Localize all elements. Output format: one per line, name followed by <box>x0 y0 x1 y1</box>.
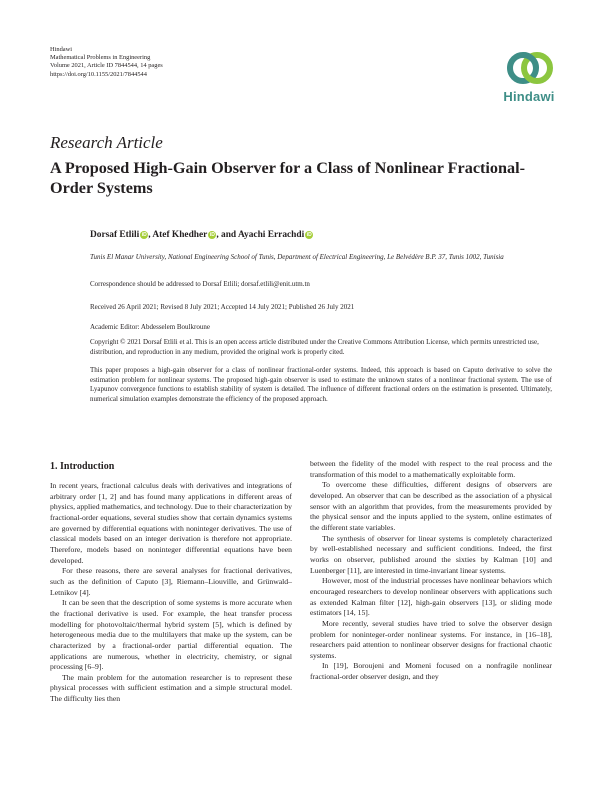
paragraph: For these reasons, there are several analyses for fractional derivatives, such as the definition of Caputo [3], Riemann–Liouville, and Grünwald–Letnikov [4]. <box>50 566 292 597</box>
paragraph: In recent years, fractional calculus deals with derivatives and integrations of arbitrary order [1, 2] and has found many applications in different areas of physics, applied mathematics, and technology. Due to their characterization by fractional-order equations, several studies show that certain dynamics systems are governed by differential equations with noninteger derivatives. The use of classical models based on an integer derivation is therefore not appropriate. Therefore, models based on noninteger differential equations have been developed. <box>50 481 293 565</box>
publication-dates: Received 26 April 2021; Revised 8 July 2021; Accepted 14 July 2021; Published 26 July 2021 <box>90 303 355 311</box>
paragraph: The main problem for the automation researcher is to represent these physical processes with sufficient estimation and a simple structural model. The difficulty lies then <box>50 672 292 704</box>
journal-name: Mathematical Problems in Engineering <box>50 54 151 62</box>
paragraph: However, most of the industrial processes have nonlinear behaviors which encouraged researchers to develop nonlinear observers with applications such as extended Kalman filter [12], high-gain observers [13], or sliding mode estimators [14, 15]. <box>310 576 552 618</box>
paragraph: More recently, several studies have tried to solve the observer design problem for noninteger-order nonlinear systems. For instance, in [16–18], researchers paid attention to nonlinear observer designs for fractional chaotic systems. <box>310 618 552 660</box>
left-column <box>50 481 292 705</box>
doi-link[interactable]: https://doi.org/10.1155/2021/7844544 <box>50 70 147 78</box>
abstract: This paper proposes a high-gain observer for a class of nonlinear fractional-order systems. Indeed, this approach is based on Caputo derivative to solve the estimation problem for nonlinear systems. The proposed high-gain observer is used to estimate the unknown states of a nonlinear fractional system. The use of Lyapunov convergence functions to establish stability of system is detailed. The influence of different fractional orders on the estimation is presented. Ultimately, numerical simulation examples demonstrate the efficiency of the proposed approach. <box>90 366 552 403</box>
author-1[interactable]: Dorsaf Etlili <box>90 230 140 240</box>
orcid-icon[interactable]: iD <box>306 232 312 238</box>
publisher-name: Hindawi <box>50 46 73 53</box>
orcid-icon[interactable]: iD <box>209 232 215 238</box>
hindawi-logo-text: Hindawi <box>503 89 555 104</box>
paragraph: The synthesis of observer for linear systems is completely characterized by well-established necessary and sufficient conditions. Indeed, the first works on observer, published around the sixties by Kalman [10] and Luenberger [11], are interested in time-invariant linear systems. <box>310 533 552 575</box>
correspondence: Correspondence should be addressed to Dorsaf Etlili; dorsaf.etlili@enit.utm.tn <box>90 280 310 288</box>
author-list <box>90 230 313 240</box>
article-title: A Proposed High-Gain Observer for a Class of Nonlinear Fractional-Order Systems <box>50 159 525 197</box>
section-heading-introduction: 1. Introduction <box>50 461 115 472</box>
academic-editor: Academic Editor: Abdesselem Boulkroune <box>90 323 210 331</box>
author-3[interactable]: Ayachi Errachdi <box>237 230 305 240</box>
author-separator: , and <box>216 230 238 240</box>
copyright-notice: Copyright © 2021 Dorsaf Etlili et al. This is an open access article distributed under the Creative Commons Attribution License, which permits unrestricted use, distribution, and reproduction in any medium, provided the original work is properly cited. <box>90 338 539 356</box>
affiliation: Tunis El Manar University, National Engineering School of Tunis, Department of Electrical Engineering, Le Belvédère B.P. 37, Tunis 1002, Tunisia <box>90 253 504 261</box>
paragraph: between the fidelity of the model with respect to the real process and the transformation of this model to a mathematically exploitable form. <box>310 459 552 479</box>
author-2[interactable]: Atef Khedher <box>152 230 208 240</box>
journal-meta <box>50 46 163 79</box>
paragraph: In [19], Boroujeni and Momeni focused on a nonfragile nonlinear fractional-order observer design, and they <box>310 661 552 682</box>
orcid-icon[interactable]: iD <box>141 232 147 238</box>
paragraph: To overcome these difficulties, different designs of observers are developed. An observer that can be described as the association of a physical sensor with an algorithm that provides, from the measurements provided by the physical sensor and the inputs applied to the system, online estimates of the different state variables. <box>310 480 552 532</box>
article-type: Research Article <box>50 133 163 152</box>
paragraph: It can be seen that the description of some systems is more accurate when the fractional derivative is used. For example, the heat transfer process modelling for photovoltaic/thermal hybrid system [5], which is defined by heterogeneous media due to the multilayers that make up the system, can be characterized by a fractional-order partial differential equation. The applications are numerous, whether in electricity, chemistry, or signal processing [6–9]. <box>50 598 292 672</box>
right-column <box>310 459 552 683</box>
author-separator: , <box>148 230 153 240</box>
volume-info: Volume 2021, Article ID 7844544, 14 pages <box>50 62 163 70</box>
